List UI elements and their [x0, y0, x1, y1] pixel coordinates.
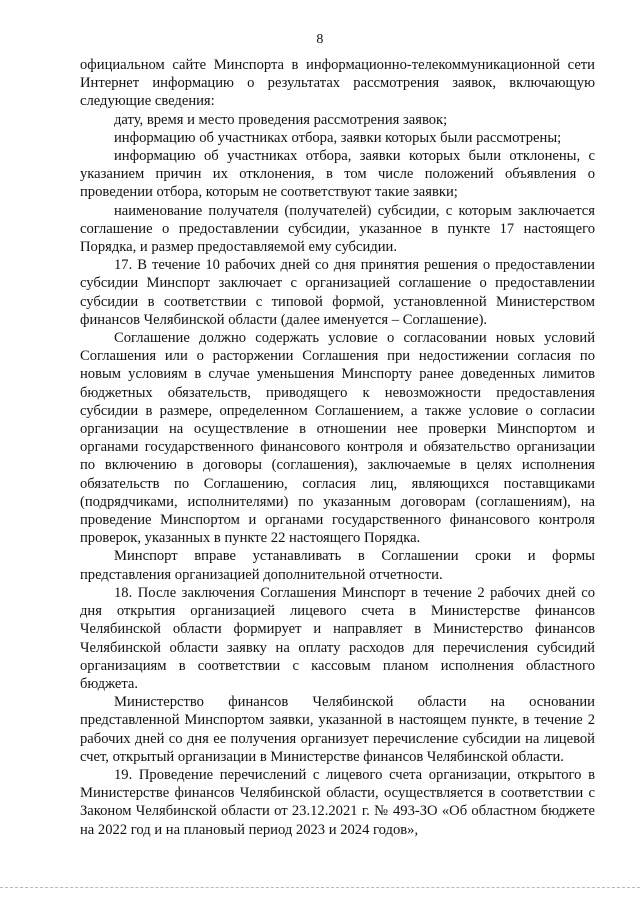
clause-18-transfer: Министерство финансов Челябинской области на основании представленной Минспортом заявки, указанной в настоящем пункте, в течение 2 рабочих дней со дня ее получения организует перечисление субсидии на лицевой счет, открытый организации в Министерстве финансов Челябинской области.	[80, 694, 595, 765]
clause-18: 18. После заключения Соглашения Минспорт в течение 2 рабочих дней со дня открытия организацией лицевого счета в Министерстве финансов Челябинской области формирует и направляет в Министерство финансов Челябинской области заявку на оплату расходов для перечисления субсидий организациям в соответствии с кассовым планом исполнения областного бюджета.	[80, 584, 595, 692]
clause-17-reporting: Минспорт вправе устанавливать в Соглашении сроки и формы представления организацией дополнительной отчетности.	[80, 548, 595, 583]
body-text	[80, 56, 595, 839]
list-item-date: дату, время и место проведения рассмотрения заявок;	[114, 111, 448, 128]
page-number: 8	[316, 32, 324, 47]
clause-17: 17. В течение 10 рабочих дней со дня принятия решения о предоставлении субсидии Минспорт заключает с организацией соглашение о предоставлении субсидии в соответствии с типовой формой, установленной Министерством финансов Челябинской области (далее именуется – Соглашение).	[80, 257, 595, 328]
list-item-reviewed-participants: информацию об участниках отбора, заявки которых были рассмотрены;	[114, 129, 562, 146]
clause-17-agreement-conditions: Соглашение должно содержать условие о согласовании новых условий Соглашения или о расторжении Соглашения при недостижении согласия по новым условиям в случае уменьшения Минспорту ранее доведенных лимитов бюджетных обязательств, приводящего к невозможности предоставления субсидии в размере, определенном Соглашением, а также условие о согласии организации на осуществление в отношении нее проверки Минспортом и органами государственного финансового контроля и обязательство организации по включению в договоры (соглашения), заключаемые в целях исполнения обязательств по Соглашению, согласия лиц, являющихся поставщиками (подрядчиками, исполнителями) по указанным договорам (соглашениям), на проведение Минспортом и органами государственного финансового контроля проверок, указанных в пункте 22 настоящего Порядка.	[80, 330, 595, 547]
list-item-recipient-name: наименование получателя (получателей) субсидии, с которым заключается соглашение о предоставлении субсидии, указанное в пункте 17 настоящего Порядка, и размер предоставляемой ему субсидии.	[80, 202, 595, 256]
clause-19: 19. Проведение перечислений с лицевого счета организации, открытого в Министерстве финансов Челябинской области, осуществляется в соответствии с Законом Челябинской области от 23.12.2021 г. № 493-ЗО «Об областном бюджете на 2022 год и на плановый период 2023 и 2024 годов»,	[80, 766, 595, 838]
list-item-rejected-participants: информацию об участниках отбора, заявки которых были отклонены, с указанием причин их отклонения, в том числе положений объявления о проведении отбора, которым не соответствуют такие заявки;	[80, 148, 595, 201]
paragraph-intro: официальном сайте Минспорта в информационно-телекоммуникационной сети Интернет информацию о результатах рассмотрения заявок, включающую следующие сведения:	[80, 57, 595, 110]
page-bottom-divider	[0, 887, 640, 888]
